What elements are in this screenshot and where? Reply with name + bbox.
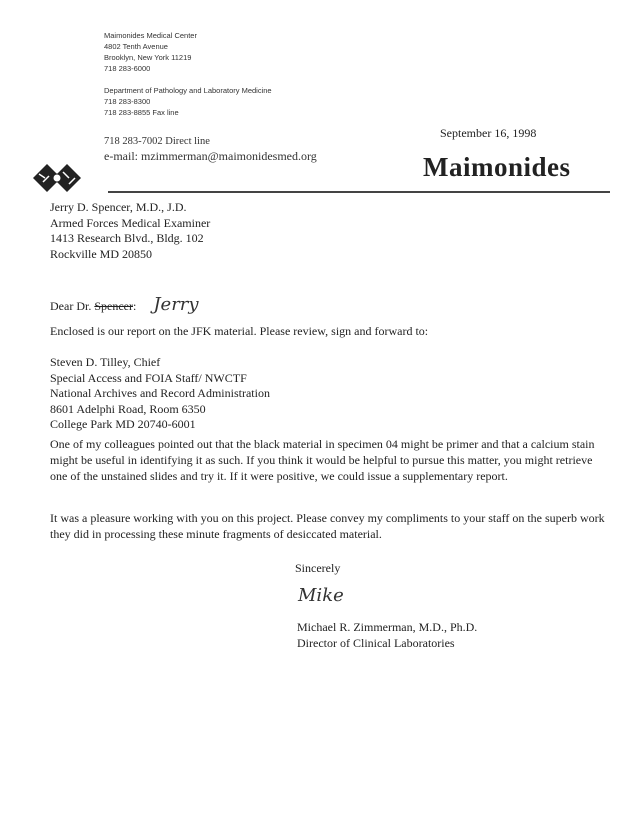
department-phone: 718 283-8300 [104,97,151,106]
forward-line: 8601 Adelphi Road, Room 6350 [50,401,206,416]
recipient-line: Rockville MD 20850 [50,246,152,261]
contact [104,134,317,164]
recipient-line: Jerry D. Spencer, M.D., J.D. [50,200,187,214]
org-name: Maimonides Medical Center [104,31,197,40]
recipient-line: Armed Forces Medical Examiner [50,215,211,230]
email: e-mail: mzimmerman@maimonidesmed.org [104,149,317,163]
street: 4802 Tenth Avenue [104,42,168,51]
recipient-address [50,200,210,262]
signer-name: Michael R. Zimmerman, M.D., Ph.D. [297,620,478,634]
salutation [50,294,199,315]
logo-icon [33,162,83,194]
letterhead-address [104,30,197,74]
recipient-line: 1413 Research Blvd., Bldg. 102 [50,231,204,245]
phone: 718 283-6000 [104,64,151,73]
struck-name: Spencer [94,299,133,313]
forward-line: National Archives and Record Administration [50,386,270,400]
fax: 718 283-8855 Fax line [104,108,179,117]
closing: Sincerely [295,561,341,575]
forward-line: Steven D. Tilley, Chief [50,355,161,369]
intro-text: Enclosed is our report on the JFK material. Please review, sign and forward to: [50,324,429,338]
city: Brooklyn, New York 11219 [104,53,192,62]
forward-line: College Park MD 20740-6001 [50,417,196,431]
handwritten-name: Jerry [153,294,199,315]
brand-logo-text: Maimonides [423,152,571,182]
signer-title: Director of Clinical Laboratories [297,635,455,650]
paragraph-1: One of my colleagues pointed out that the black material in specimen 04 might be primer and that a calcium stain might be useful in identifying it as such. If you think it would be helpful to pursue this matter, you might retrieve one of the unstained slides and try it. If it were positive, we could issue a supplementary report. [50,437,595,483]
signature: Mike [298,585,344,606]
department: Department of Pathology and Laboratory Medicine [104,86,272,95]
direct-line: 718 283-7002 Direct line [104,136,210,147]
salutation-colon: : [132,299,137,313]
salutation-prefix: Dear Dr. [50,299,95,313]
forward-address [50,355,270,433]
date: September 16, 1998 [440,126,537,140]
paragraph-2: It was a pleasure working with you on this project. Please convey my compliments to your staff on the superb work they did in processing these minute fragments of desiccated material. [50,511,605,541]
signer-block [297,620,477,651]
forward-line: Special Access and FOIA Staff/ NWCTF [50,370,247,385]
divider [108,191,610,193]
letterhead-department [104,85,272,118]
